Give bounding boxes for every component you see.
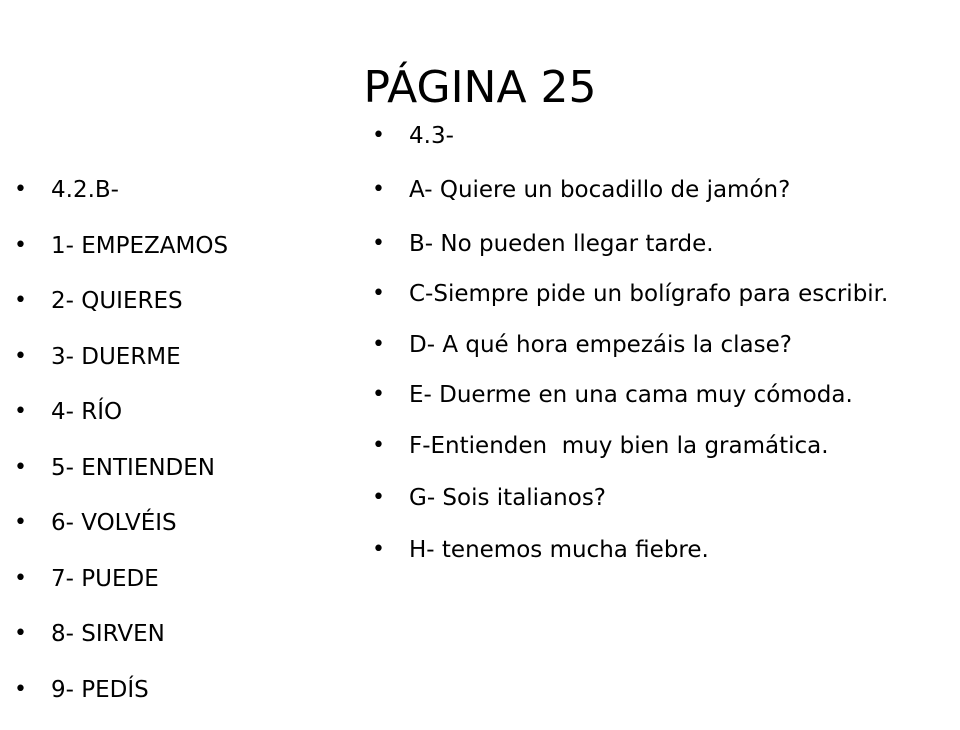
bullet-icon: • [14,565,27,591]
bullet-icon: • [14,510,27,535]
answers-list-4-3 [372,121,952,565]
bullet-icon: • [14,454,27,480]
bullet-icon: • [14,399,27,424]
list-item [372,175,952,205]
list-item [372,229,952,259]
list-item [14,453,314,483]
list-item-text: 8- SIRVEN [51,621,165,647]
list-item-text: C-Siempre pide un bolígrafo para escribir. [409,281,889,307]
list-item-text: F-Entienden muy bien la gramática. [409,433,829,459]
page-title: PÁGINA 25 [363,62,597,113]
list-item [14,342,314,372]
list-item [372,380,952,410]
list-item [372,121,952,151]
list-item-text: 9- PEDÍS [51,676,149,703]
list-item [14,564,314,594]
list-item [14,231,314,261]
list-item [372,535,952,565]
list-item [14,619,314,649]
bullet-icon: • [14,288,27,313]
list-item-text: 2- QUIERES [51,288,183,314]
list-item-text: 6- VOLVÉIS [51,510,177,536]
bullet-icon: • [372,231,385,256]
answers-list-4-2-b [14,175,314,730]
list-item-text: G- Sois italianos? [409,485,607,511]
bullet-icon: • [372,537,385,562]
list-item [14,397,314,427]
bullet-icon: • [14,232,27,258]
list-item-text: H- tenemos mucha fiebre. [409,537,709,563]
list-item-text: A- Quiere un bocadillo de jamón? [409,177,791,203]
bullet-icon: • [372,433,385,458]
bullet-icon: • [372,281,385,306]
bullet-icon: • [14,676,27,702]
list-item [372,279,952,309]
list-item [372,330,952,360]
list-item-text: 7- PUEDE [51,565,159,592]
bullet-icon: • [372,123,385,148]
list-item [14,675,314,705]
list-item-text: 4.3- [409,123,454,149]
bullet-icon: • [14,621,27,646]
bullet-icon: • [14,343,27,369]
bullet-icon: • [372,177,385,202]
list-item [372,483,952,513]
bullet-icon: • [372,485,385,510]
list-item-text: 5- ENTIENDEN [51,454,215,481]
list-item [14,175,314,205]
list-item [14,508,314,538]
bullet-icon: • [14,177,27,202]
list-item-text: 4.2.B- [51,177,119,203]
list-item-text: E- Duerme en una cama muy cómoda. [409,382,853,408]
list-item [14,286,314,316]
list-item-text: 3- DUERME [51,343,181,370]
list-item-text: 1- EMPEZAMOS [51,232,229,259]
list-item-text: D- A qué hora empezáis la clase? [409,332,792,358]
list-item-text: B- No pueden llegar tarde. [409,231,714,257]
bullet-icon: • [372,332,385,357]
list-item [372,431,952,461]
bullet-icon: • [372,382,385,407]
list-item-text: 4- RÍO [51,399,123,425]
